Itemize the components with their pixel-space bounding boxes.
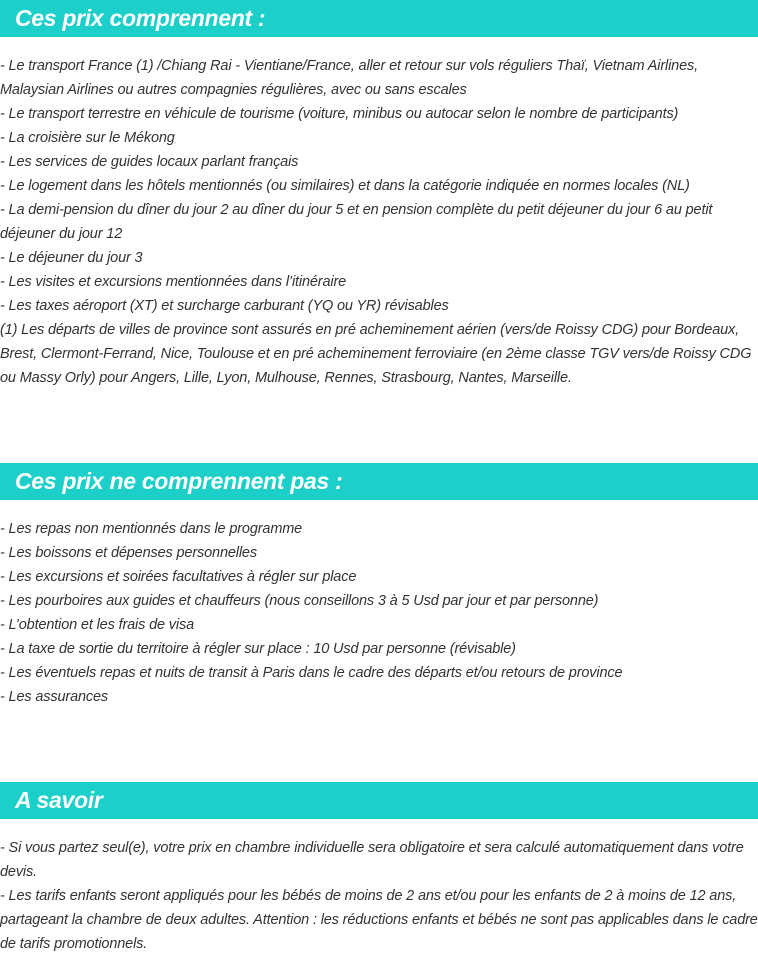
includes-item: - Le transport terrestre en véhicule de tourisme (voiture, minibus ou autocar selon le nombre de participants) [0,106,679,122]
excludes-list [0,517,758,709]
excludes-item: - Les boissons et dépenses personnelles [0,545,257,561]
info-title: A savoir [15,787,103,813]
includes-list [0,54,758,390]
includes-item: - Les taxes aéroport (XT) et surcharge carburant (YQ ou YR) révisables [0,298,449,314]
includes-header [0,0,758,37]
info-section [0,782,758,956]
includes-title: Ces prix comprennent : [15,5,266,31]
includes-item: - Le transport France (1) /Chiang Rai - Vientiane/France, aller et retour sur vols réguliers Thaï, Vietnam Airlines, Malaysian Airlines ou autres compagnies régulières, avec ou sans escales [0,58,698,98]
excludes-item: - Les excursions et soirées facultatives à régler sur place [0,569,357,585]
excludes-item: - Les assurances [0,689,109,705]
info-item: - Si vous partez seul(e), votre prix en chambre individuelle sera obligatoire et sera calculé automatiquement dans votre devis. [0,840,744,880]
excludes-section [0,463,758,709]
excludes-item: - La taxe de sortie du territoire à régler sur place : 10 Usd par personne (révisable) [0,641,516,657]
includes-item: - Les services de guides locaux parlant français [0,154,299,170]
excludes-header [0,463,758,500]
excludes-item: - L’obtention et les frais de visa [0,617,194,633]
includes-item: - Le logement dans les hôtels mentionnés (ou similaires) et dans la catégorie indiquée en normes locales (NL) [0,178,690,194]
includes-item: - La demi-pension du dîner du jour 2 au dîner du jour 5 et en pension complète du petit déjeuner du jour 6 au petit déjeuner du jour 12 [0,202,713,242]
excludes-item: - Les éventuels repas et nuits de transit à Paris dans le cadre des départs et/ou retours de province [0,665,623,681]
includes-footnote: (1) Les départs de villes de province sont assurés en pré acheminement aérien (vers/de Roissy CDG) pour Bordeaux, Brest, Clermont-Ferrand, Nice, Toulouse et en pré acheminement ferroviaire (en 2ème classe TGV vers/de Roissy CDG ou Massy Orly) pour Angers, Lille, Lyon, Mulhouse, Rennes, Strasbourg, Nantes, Marseille. [0,322,752,386]
info-list [0,836,758,956]
excludes-item: - Les pourboires aux guides et chauffeurs (nous conseillons 3 à 5 Usd par jour et par personne) [0,593,599,609]
info-header [0,782,758,819]
info-item: - Les tarifs enfants seront appliqués pour les bébés de moins de 2 ans et/ou pour les enfants de 2 à moins de 12 ans, partageant la chambre de deux adultes. Attention : les réductions enfants et bébés ne sont pas applicables dans le cadre de tarifs promotionnels. [0,888,758,952]
includes-item: - Le déjeuner du jour 3 [0,250,143,266]
includes-item: - Les visites et excursions mentionnées dans l’itinéraire [0,274,347,290]
excludes-item: - Les repas non mentionnés dans le programme [0,521,303,537]
excludes-title: Ces prix ne comprennent pas : [15,468,343,494]
includes-section [0,0,758,390]
includes-item: - La croisière sur le Mékong [0,130,175,146]
